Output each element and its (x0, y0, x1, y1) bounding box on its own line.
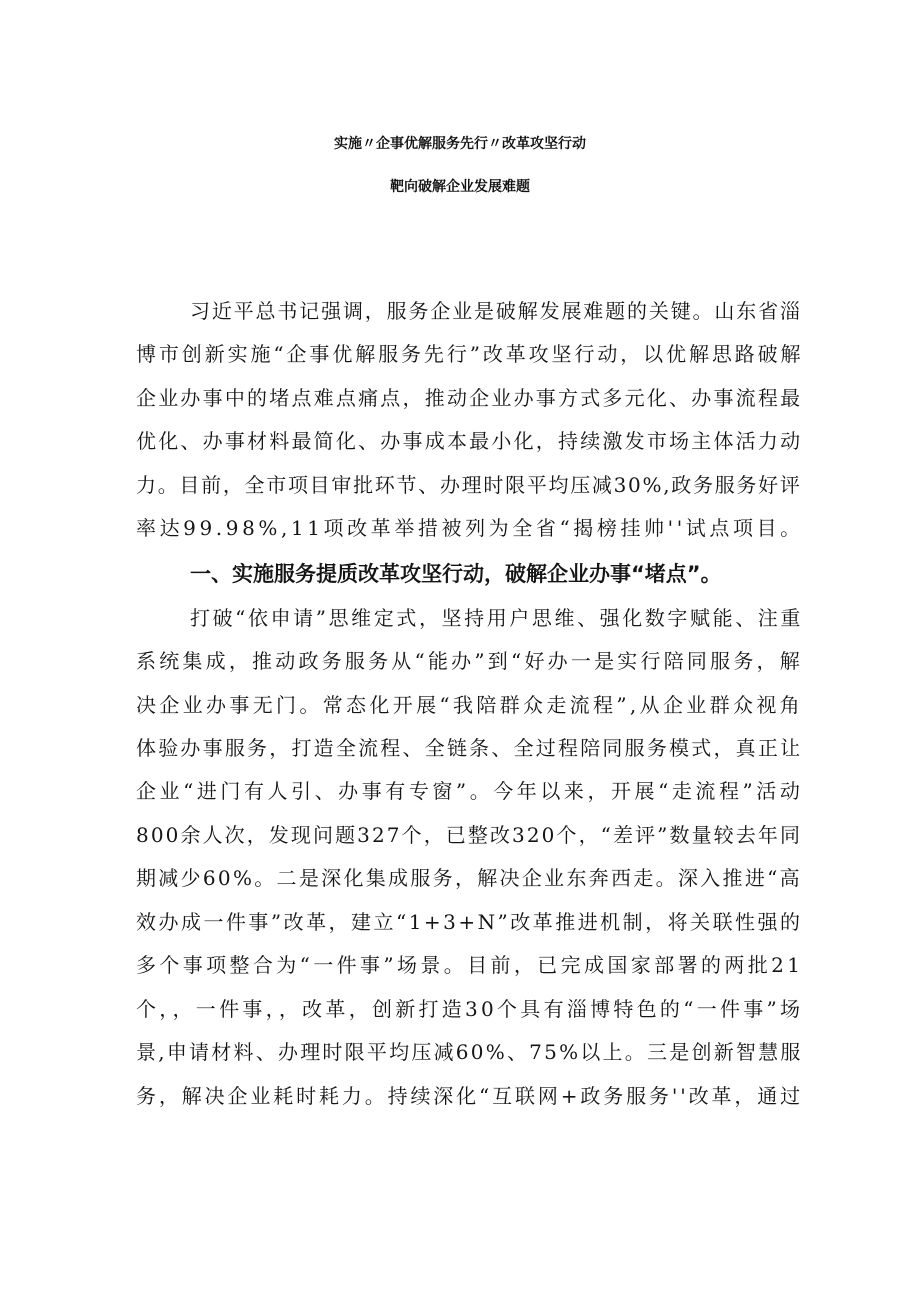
body-line-3: 企业办事中的堵点难点痛点，推动企业办事方式多元化、办事流程最 (136, 386, 803, 410)
body-line-11: 体验办事服务，打造全流程、全链条、全过程陪同服务模式，真正让 (136, 736, 803, 760)
body-line-13: 800余人次，发现问题327个，已整改320个，“差评”数量较去年同 (136, 823, 803, 847)
body-line-5: 力。目前，全市项目审批环节、办理时限平均压减30%,政务服务好评 (136, 473, 802, 497)
body-line-17: 个，，一件事，，改革，创新打造30个具有淄博特色的“一件事”场 (136, 997, 804, 1021)
body-line-14: 期减少60%。二是深化集成服务，解决企业东奔西走。深入推进“高 (136, 866, 802, 890)
body-line-6: 率达99.98%,11项改革举措被列为全省“揭榜挂帅''试点项目。 (136, 516, 804, 540)
body-line-4: 优化、办事材料最简化、办事成本最小化，持续激发市场主体活力动 (136, 429, 803, 453)
body-line-16: 多个事项整合为“一件事”场景。目前，已完成国家部署的两批21 (136, 953, 804, 977)
body-line-19: 务，解决企业耗时耗力。持续深化“互联网+政务服务''改革，通过 (136, 1084, 803, 1108)
section-heading: 一、实施服务提质改革攻坚行动，破解企业办事“堵点”。 (190, 562, 722, 586)
body-line-10: 决企业办事无门。常态化开展“我陪群众走流程”,从企业群众视角 (136, 693, 804, 717)
body-line-9: 系统集成，推动政务服务从“能办”到“好办一是实行陪同服务，解 (136, 649, 803, 673)
body-line-8: 打破“依申请”思维定式，坚持用户思维、强化数字赋能、注重 (190, 606, 803, 630)
body-line-2: 博市创新实施“企事优解服务先行”改革攻坚行动，以优解思路破解 (136, 342, 804, 366)
body-line-1: 习近平总书记强调，服务企业是破解发展难题的关键。山东省淄 (190, 299, 802, 323)
title-line-2: 靶向破解企业发展难题 (390, 179, 530, 195)
body-line-18: 景,申请材料、办理时限平均压减60%、75%以上。三是创新智慧服 (136, 1040, 803, 1064)
body-line-15: 效办成一件事”改革，建立“1+3+N”改革推进机制，将关联性强的 (136, 910, 803, 934)
title-line-1: 实施〃企事优解服务先行〃改革攻坚行动 (334, 136, 586, 152)
body-line-12: 企业“进门有人引、办事有专窗”。今年以来，开展“走流程”活动 (136, 779, 804, 803)
